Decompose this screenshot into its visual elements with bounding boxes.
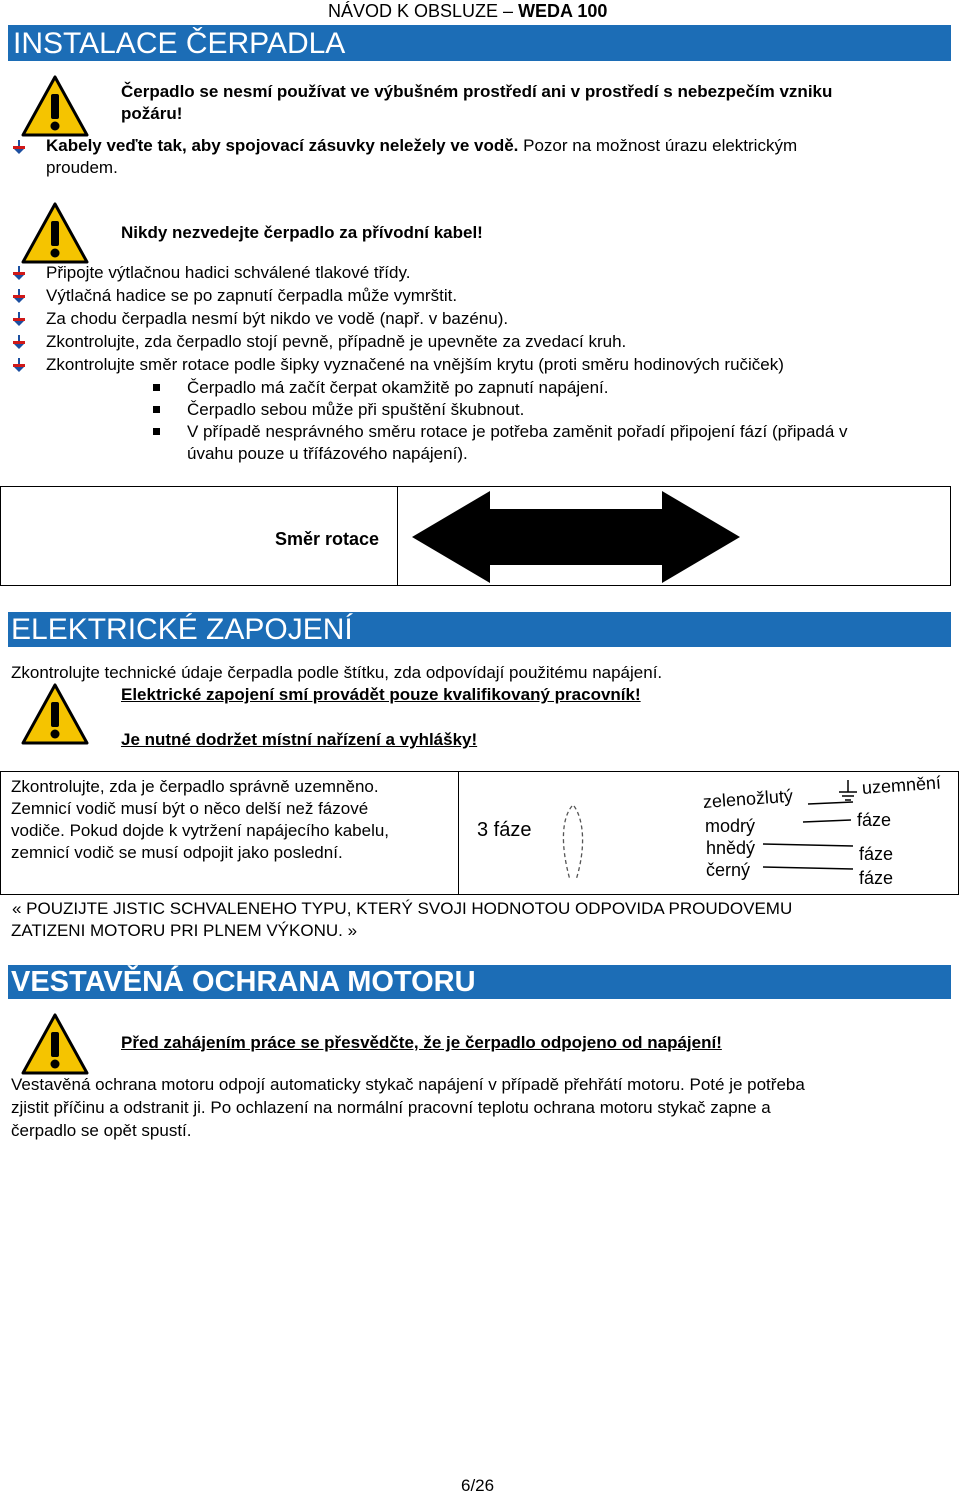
double-arrow-icon — [412, 491, 740, 583]
warning-triangle-icon — [20, 74, 90, 138]
header-title — [328, 0, 607, 22]
electric-title: ELEKTRICKÉ ZAPOJENÍ — [11, 613, 353, 646]
rotation-sub-bullet: Čerpadlo má začít čerpat okamžitě po zapnutí napájení. — [187, 378, 609, 397]
rotation-sub-bullet: V případě nesprávného směru rotace je potřeba zaměnit pořadí připojení fází (připadá v — [187, 422, 848, 441]
install-bullet: Zkontrolujte směr rotace podle šipky vyznačené na vnějším krytu (proti směru hodinových ručiček) — [46, 355, 784, 374]
electric-intro: Zkontrolujte technické údaje čerpadla podle štítku, zda odpovídají použitému napájení. — [11, 663, 663, 682]
breaker-note-line2: ZATIZENI MOTORU PRI PLNEM VÝKONU. » — [11, 921, 358, 940]
warning-triangle-icon — [20, 1012, 90, 1076]
warning-lift-cable: Nikdy nezvedejte čerpadlo za přívodní kabel! — [121, 223, 483, 242]
cable-outline — [558, 804, 588, 882]
install-bullet: Za chodu čerpadla nesmí být nikdo ve vodě (např. v bazénu). — [46, 309, 509, 328]
install-bullet: Připojte výtlačnou hadici schválené tlakové třídy. — [46, 263, 411, 282]
install-title: INSTALACE ČERPADLA — [13, 27, 346, 60]
cable-instruction-line1 — [46, 135, 797, 157]
warning-triangle-icon — [20, 682, 90, 746]
protection-body-line: zjistit příčinu a odstranit ji. Po ochlazení na normální pracovní teplotu ochrana motoru stykač zapne a — [11, 1098, 771, 1117]
protection-body-line: čerpadlo se opět spustí. — [11, 1121, 192, 1140]
terminal-label: fáze — [859, 844, 894, 864]
phase-label: 3 fáze — [477, 819, 532, 841]
model-name: WEDA 100 — [518, 1, 608, 21]
square-bullet-icon — [153, 384, 160, 391]
section-title-install — [8, 25, 951, 61]
arrow-bullet-icon — [12, 335, 26, 349]
breaker-note-line1: « POUZIJTE JISTIC SCHVALENEHO TYPU, KTERÝ SVOJI HODNOTOU ODPOVIDA PROUDOVEMU — [12, 899, 793, 918]
protection-title: VESTAVĚNÁ OCHRANA MOTORU — [11, 966, 476, 998]
rotation-sub-bullet-cont: úvahu pouze u třífázového napájení). — [187, 444, 468, 463]
protection-body-line: Vestavěná ochrana motoru odpojí automaticky stykač napájení v případě přehřátí motoru. Poté je potřeba — [11, 1075, 805, 1094]
wire-color-label: černý — [706, 860, 751, 880]
earthing-text-line: vodiče. Pokud dojde k vytržení napájecího kabelu, — [11, 821, 390, 840]
earthing-table — [0, 771, 959, 895]
arrow-bullet-icon — [12, 289, 26, 303]
warning-regulations: Je nutné dodržet místní nařízení a vyhlášky! — [121, 730, 478, 749]
wire-color-label: zelenožlutý — [702, 785, 794, 812]
manual-label: NÁVOD K OBSLUZE – — [328, 1, 519, 21]
earthing-table-divider — [458, 772, 459, 894]
square-bullet-icon — [153, 406, 160, 413]
rotation-table — [0, 486, 951, 586]
warning-explosive-line2: požáru! — [121, 104, 183, 123]
rotation-sub-bullet: Čerpadlo sebou může při spuštění škubnout. — [187, 400, 525, 419]
earthing-text-line: Zemnicí vodič musí být o něco delší než fázové — [11, 799, 369, 818]
wire-color-label: hnědý — [706, 838, 756, 858]
terminal-label: uzemnění — [861, 772, 942, 798]
section-title-electric — [8, 612, 951, 647]
arrow-bullet-icon — [12, 266, 26, 280]
warning-triangle-icon — [20, 201, 90, 265]
warning-explosive-line1: Čerpadlo se nesmí používat ve výbušném prostředí ani v prostředí s nebezpečím vzniku — [121, 82, 833, 101]
cable-instruction-line2: proudem. — [46, 158, 118, 177]
wiring-diagram — [463, 774, 955, 892]
warning-disconnect: Před zahájením práce se přesvědčte, že je čerpadlo odpojeno od napájení! — [121, 1033, 722, 1052]
install-bullet: Zkontrolujte, zda čerpadlo stojí pevně, případně je upevněte za zvedací kruh. — [46, 332, 627, 351]
cable-rest: Pozor na možnost úrazu elektrickým — [518, 136, 798, 155]
terminal-label: fáze — [857, 810, 892, 830]
square-bullet-icon — [153, 428, 160, 435]
earthing-text-line: zemnicí vodič se musí odpojit jako poslední. — [11, 843, 343, 862]
rotation-table-divider — [397, 487, 398, 585]
arrow-bullet-icon — [12, 312, 26, 326]
rotation-label: Směr rotace — [275, 529, 380, 549]
terminal-label: fáze — [859, 868, 894, 888]
arrow-bullet-icon — [12, 358, 26, 372]
earthing-text-line: Zkontrolujte, zda je čerpadlo správně uzemněno. — [11, 777, 379, 796]
earth-symbol-icon — [837, 780, 859, 804]
section-title-protection — [8, 965, 951, 999]
arrow-bullet-icon — [12, 140, 26, 154]
install-bullet: Výtlačná hadice se po zapnutí čerpadla může vymrštit. — [46, 286, 458, 305]
wire-color-label: modrý — [705, 816, 756, 836]
warning-qualified: Elektrické zapojení smí provádět pouze kvalifikovaný pracovník! — [121, 685, 641, 704]
page-number: 6/26 — [461, 1476, 495, 1495]
cable-bold: Kabely veďte tak, aby spojovací zásuvky neležely ve vodě. — [46, 136, 519, 155]
